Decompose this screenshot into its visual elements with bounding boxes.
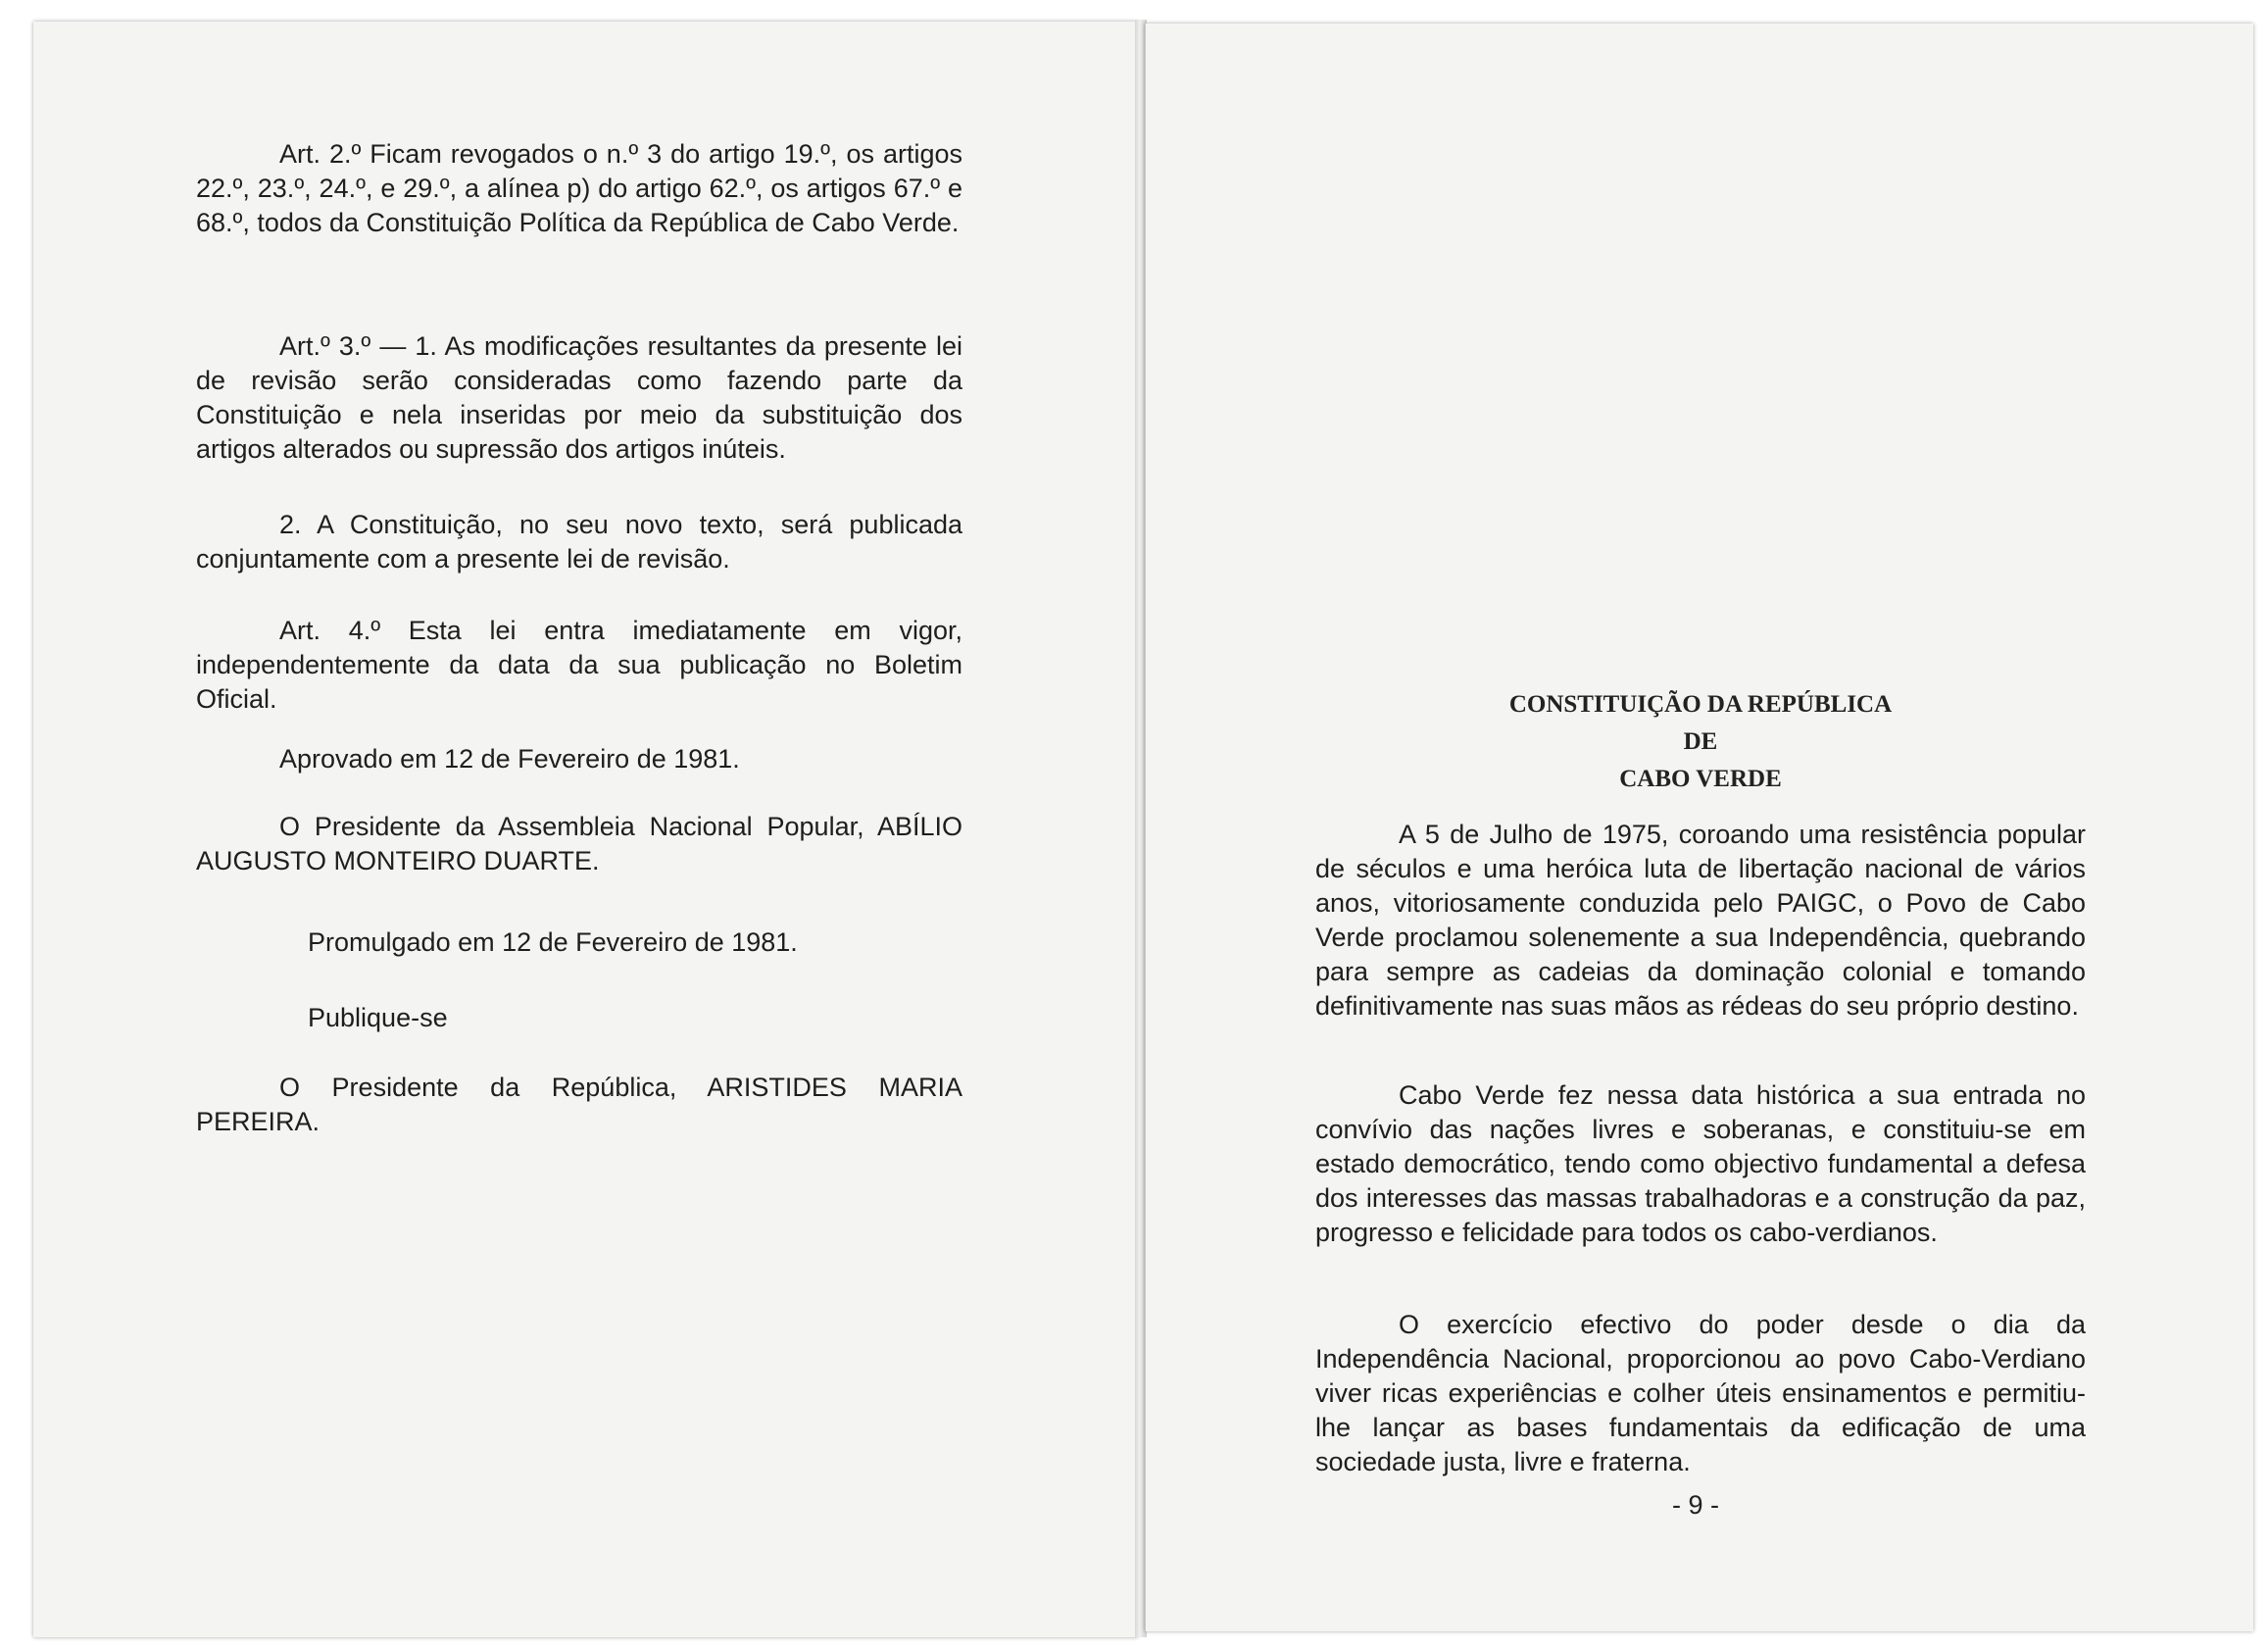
heading-line-1: CONSTITUIÇÃO DA REPÚBLICA xyxy=(1508,691,1893,718)
republic-president-signature: O Presidente da República, ARISTIDES MARIA PEREIRA. xyxy=(196,1073,962,1136)
article-4: Art. 4.º Esta lei entra imediatamente em vigor, independentemente da data da sua publicação no Boletim Oficial. xyxy=(196,616,962,714)
page-number: - 9 - xyxy=(1671,1490,1719,1520)
preamble-paragraph-2: Cabo Verde fez nessa data histórica a sua entrada no convívio das nações livres e soberanas, e constituiu-se em estado democrático, tendo como objectivo fundamental a defesa dos interesses das massas trabalhadoras e a construção da paz, progresso e felicidade para todos os cabo-verdianos. xyxy=(1315,1080,2086,1247)
preamble-paragraph-1: A 5 de Julho de 1975, coroando uma resistência popular de séculos e uma heróica luta de libertação nacional de vários anos, vitoriosamente conduzida pelo PAIGC, o Povo de Cabo Verde proclamou solenemente a sua Independência, quebrando para sempre as cadeias da dominação colonial e tomando definitivamente nas suas mãos as rédeas do seu próprio destino. xyxy=(1315,820,2086,1021)
constitution-heading xyxy=(1315,686,2086,798)
article-3-paragraph-2: 2. A Constituição, no seu novo texto, será publicada conjuntamente com a presente lei de revisão. xyxy=(196,510,962,574)
article-2: Art. 2.º Ficam revogados o n.º 3 do artigo 19.º, os artigos 22.º, 23.º, 24.º, e 29.º, a alínea p) do artigo 62.º, os artigos 67.º e 68.º, todos da Constituição Política da República de Cabo Verde. xyxy=(196,139,962,237)
article-3-paragraph-1: Art.º 3.º — 1. As modificações resultantes da presente lei de revisão serão consideradas como fazendo parte da Constituição e nela inseridas por meio da substituição dos artigos alterados ou supressão dos artigos inúteis. xyxy=(196,331,962,464)
assembly-president-signature: O Presidente da Assembleia Nacional Popular, ABÍLIO AUGUSTO MONTEIRO DUARTE. xyxy=(196,812,962,875)
preamble-paragraph-3: O exercício efectivo do poder desde o dia da Independência Nacional, proporcionou ao povo Cabo-Verdiano viver ricas experiências e colher úteis ensinamentos e permitiu-lhe lançar as bases fundamentais da edificação de uma sociedade justa, livre e fraterna. xyxy=(1315,1310,2086,1476)
promulgation-date: Promulgado em 12 de Fevereiro de 1981. xyxy=(308,927,798,957)
heading-line-3: CABO VERDE xyxy=(1619,766,1782,792)
approval-date: Aprovado em 12 de Fevereiro de 1981. xyxy=(279,744,740,774)
heading-line-2: DE xyxy=(1683,728,1718,755)
publish-order: Publique-se xyxy=(308,1003,448,1032)
